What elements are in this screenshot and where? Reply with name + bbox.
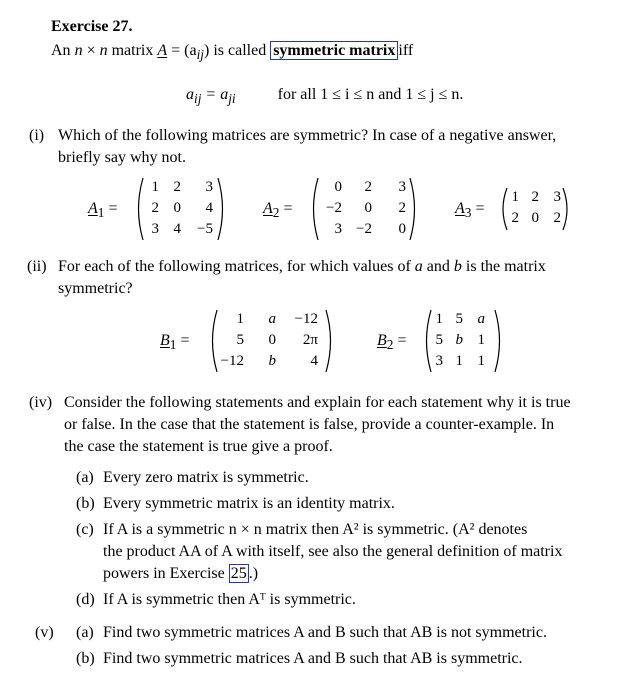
b1-cell: −12 xyxy=(220,353,244,369)
cond-ij: ij xyxy=(194,91,202,107)
part-v-label: (v) xyxy=(35,624,54,641)
matrix-A1-name: $A_1$ = xyxy=(88,200,118,221)
b1-cell: 1 xyxy=(236,311,244,327)
matrix-A2-grid xyxy=(320,177,406,240)
a1-cell: 2 xyxy=(173,179,181,195)
part-ii-text-1: For each of the following matrices, for which values of a and b is the matrix xyxy=(58,258,546,275)
part-iv-intro-2: or false. In the case that the statement is false, provide a counter-example. In xyxy=(64,416,555,433)
matrix-word: matrix xyxy=(111,42,154,59)
a1-cell: 3 xyxy=(205,179,213,195)
b1-cell: b xyxy=(268,353,276,369)
part-ii-label: (ii) xyxy=(27,258,47,275)
a2-cell: 0 xyxy=(334,179,342,195)
part-iv-intro-3: the case the statement is true give a proof. xyxy=(64,438,333,455)
b1-cell: 5 xyxy=(236,332,244,348)
a1-cell: 3 xyxy=(151,221,159,237)
b2-cell: 3 xyxy=(435,353,443,369)
a2-cell: 3 xyxy=(398,179,406,195)
sub-ij: ij xyxy=(196,47,204,63)
definition-line xyxy=(51,42,413,63)
times-symbol: × xyxy=(86,42,96,59)
a1-cell: 0 xyxy=(173,200,181,216)
a2-cell: −2 xyxy=(326,200,342,216)
matrix-A1-left-paren xyxy=(133,177,145,246)
a2-cell: 0 xyxy=(364,200,372,216)
part-ii-text-2: symmetric? xyxy=(58,280,133,297)
a1-cell: −5 xyxy=(197,221,213,237)
part-i-text-1: Which of the following matrices are symmetric? In case of a negative answer, xyxy=(58,127,557,144)
a2-cell: 3 xyxy=(334,221,342,237)
part-iv-intro-1: Consider the following statements and explain for each statement why it is true xyxy=(64,394,571,411)
var-n-2: n xyxy=(99,42,108,59)
v-b-label: (b) xyxy=(76,650,95,667)
a3-cell: 2 xyxy=(531,189,539,205)
iv-c-line-1: If A is a symmetric n × n matrix then A² is symmetric. (A² denotes xyxy=(103,521,528,538)
a2-cell: 2 xyxy=(398,200,406,216)
cond-eq: = a xyxy=(205,86,229,103)
b2-cell: 1 xyxy=(477,332,485,348)
part-i-text-2: briefly say why not. xyxy=(58,149,186,166)
var-b: b xyxy=(453,258,462,275)
b2-cell: a xyxy=(477,311,485,327)
a3-cell: 1 xyxy=(511,189,519,205)
a1-cell: 4 xyxy=(173,221,181,237)
b1-cell: 2π xyxy=(302,332,318,348)
a1-cell: 2 xyxy=(151,200,159,216)
var-a: a xyxy=(414,258,423,275)
iv-b-label: (b) xyxy=(76,495,95,512)
a3-cell: 3 xyxy=(553,189,561,205)
a2-cell: 2 xyxy=(364,179,372,195)
close-paren: ) xyxy=(204,42,210,59)
b1-cell: 0 xyxy=(268,332,276,348)
iv-a-label: (a) xyxy=(76,469,94,486)
matrix-A3-right-paren xyxy=(562,187,572,236)
matrix-A1-grid xyxy=(145,177,213,240)
a3-cell: 2 xyxy=(553,210,561,226)
a3-cell: 0 xyxy=(531,210,539,226)
definition-prefix: An xyxy=(51,42,71,59)
a3-cell: 2 xyxy=(511,210,519,226)
matrix-A2-right-paren xyxy=(408,177,420,246)
matrix-A1-right-paren xyxy=(216,177,228,246)
cond-range: for all 1 ≤ i ≤ n and 1 ≤ j ≤ n. xyxy=(277,86,464,103)
v-a-label: (a) xyxy=(76,624,94,641)
matrix-A3-name: $A_3$ = xyxy=(455,200,485,221)
matrix-A3-grid xyxy=(507,187,561,229)
exercise-25-link[interactable]: 25 xyxy=(230,565,247,582)
b1-cell: −12 xyxy=(294,311,318,327)
iff: iff xyxy=(398,42,414,59)
matrix-A2-left-paren xyxy=(308,177,320,246)
b2-cell: 5 xyxy=(455,311,463,327)
is-called: is called xyxy=(213,42,267,59)
var-n: n xyxy=(74,42,83,59)
matrix-B2-name: $B_2$ = xyxy=(377,332,407,353)
iv-c-line-3: powers in Exercise 25 .) xyxy=(103,565,259,582)
a1-cell: 1 xyxy=(151,179,159,195)
iv-a-text: Every zero matrix is symmetric. xyxy=(103,469,309,486)
matrix-B2-grid xyxy=(431,309,485,372)
a2-cell: −2 xyxy=(356,221,372,237)
b1-cell: 4 xyxy=(310,353,318,369)
matrix-B1-grid xyxy=(218,309,318,372)
cond-a: a xyxy=(186,86,194,103)
v-b-text: Find two symmetric matrices A and B such that AB is symmetric. xyxy=(103,650,523,667)
cond-ji: ji xyxy=(228,91,236,107)
matrix-B1-name: $B_1$ = xyxy=(160,332,190,353)
term-symmetric-matrix-link[interactable]: symmetric matrix xyxy=(270,41,398,60)
matrix-A2-name: $A_2$ = xyxy=(263,200,293,221)
iv-d-text: If A is symmetric then Aᵀ is symmetric. xyxy=(103,591,356,608)
b1-cell: a xyxy=(268,311,276,327)
iv-c-line-2: the product AA of A with itself, see also the general definition of matrix xyxy=(103,543,563,560)
matrix-B2-right-paren xyxy=(493,309,505,378)
b2-cell: 1 xyxy=(455,353,463,369)
a1-cell: 4 xyxy=(205,200,213,216)
iv-d-label: (d) xyxy=(76,591,95,608)
exercise-title: Exercise 27. xyxy=(51,18,133,35)
matrix-A: A xyxy=(157,42,168,59)
a2-cell: 0 xyxy=(398,221,406,237)
eq-aij: = (a xyxy=(171,42,197,59)
b2-cell: b xyxy=(455,332,463,348)
b2-cell: 1 xyxy=(435,311,443,327)
iv-b-text: Every symmetric matrix is an identity matrix. xyxy=(103,495,395,512)
matrix-B1-right-paren xyxy=(324,309,336,378)
iv-c-label: (c) xyxy=(76,521,94,538)
condition-line xyxy=(186,86,463,107)
part-iv-label: (iv) xyxy=(29,394,53,411)
part-i-label: (i) xyxy=(29,127,45,144)
b2-cell: 1 xyxy=(477,353,485,369)
b2-cell: 5 xyxy=(435,332,443,348)
v-a-text: Find two symmetric matrices A and B such that AB is not symmetric. xyxy=(103,624,547,641)
